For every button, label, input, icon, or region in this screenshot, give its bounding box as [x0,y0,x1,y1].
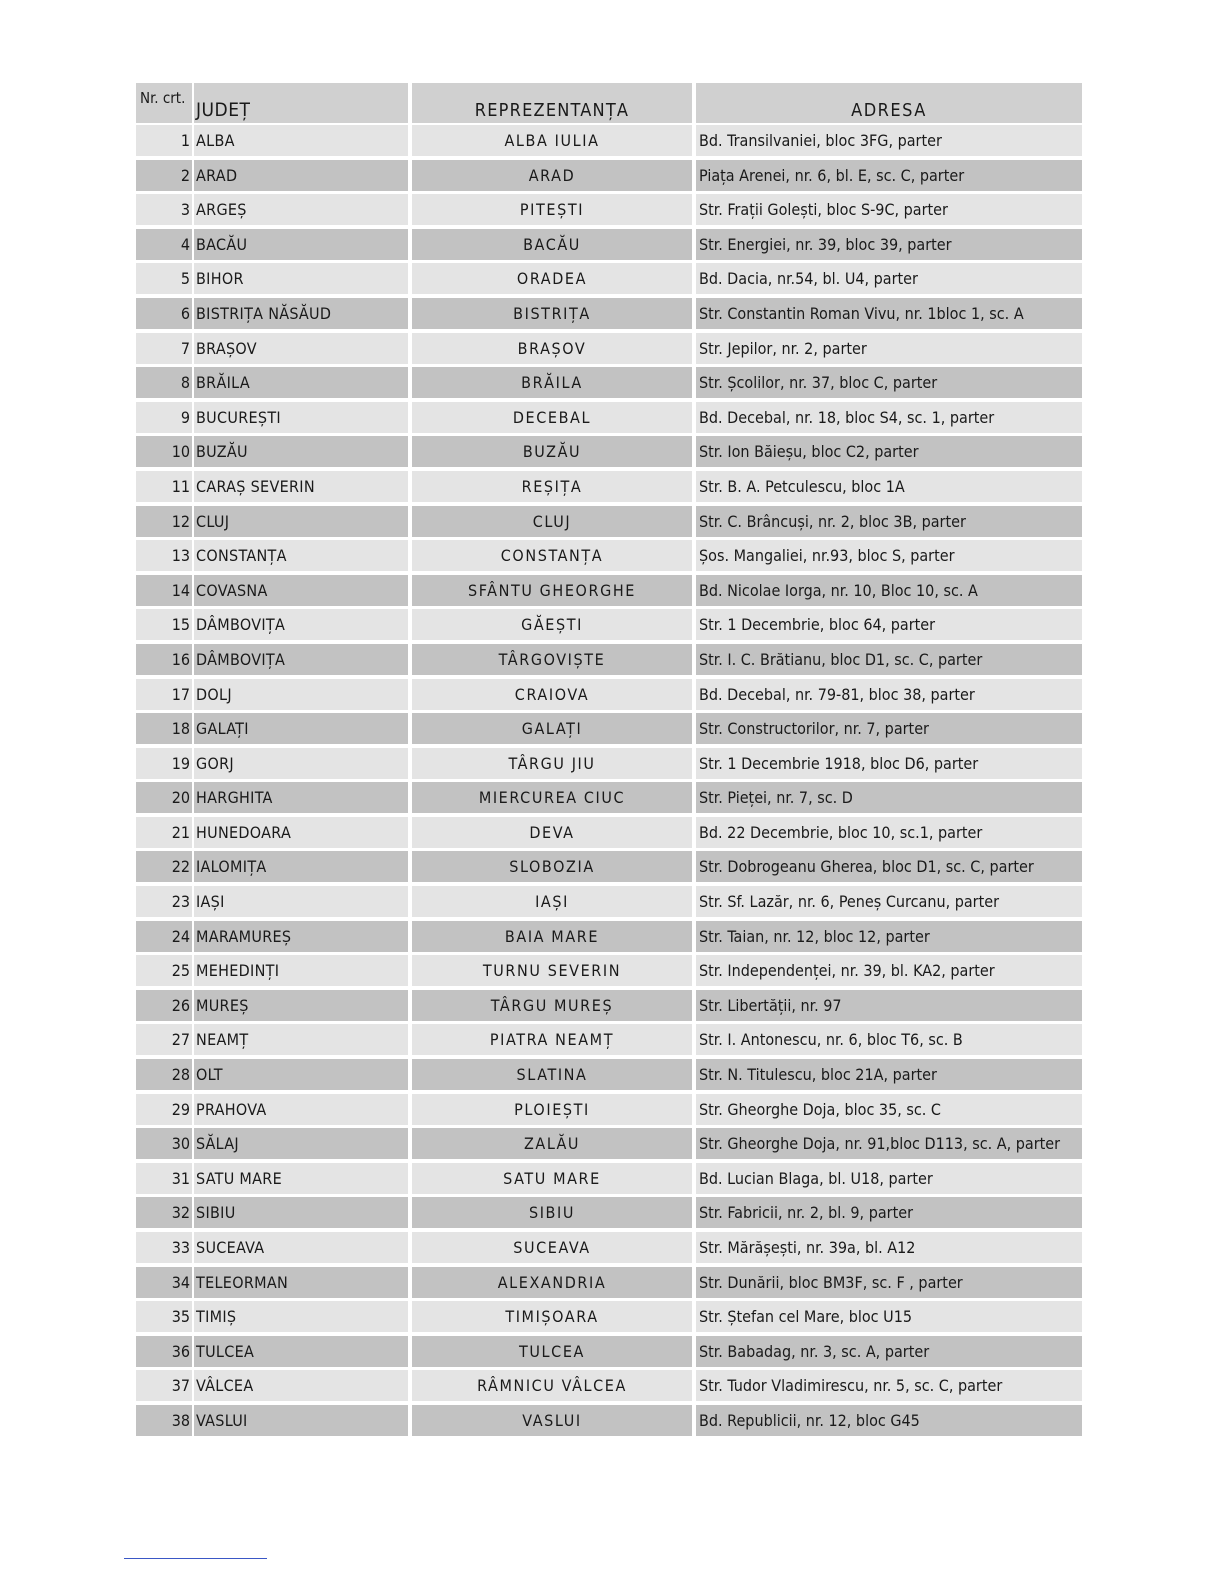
row-adresa: Str. Ion Băieșu, bloc C2, parter [696,436,1082,467]
row-adresa: Bd. 22 Decembrie, bloc 10, sc.1, parter [696,817,1082,848]
row-number: 25 [136,955,192,986]
row-number: 26 [136,990,192,1021]
table-row [136,1128,1082,1163]
row-number: 22 [136,851,192,882]
row-adresa: Str. Dobrogeanu Gherea, bloc D1, sc. C, parter [696,851,1082,882]
row-judet: DOLJ [194,679,408,710]
table-row [136,1163,1082,1198]
row-number: 20 [136,782,192,813]
row-reprezentanta: PLOIEȘTI [412,1094,692,1125]
table-row [136,1405,1082,1440]
table-row [136,644,1082,679]
row-adresa: Șos. Mangaliei, nr.93, bloc S, parter [696,540,1082,571]
table-row [136,1267,1082,1302]
row-reprezentanta: ALBA IULIA [412,125,692,156]
row-reprezentanta: BISTRIȚA [412,298,692,329]
table-row [136,609,1082,644]
row-reprezentanta: TÂRGU JIU [412,748,692,779]
row-number: 30 [136,1128,192,1159]
row-judet: DÂMBOVIȚA [194,609,408,640]
row-number: 7 [136,333,192,364]
row-judet: CARAȘ SEVERIN [194,471,408,502]
row-judet: VÂLCEA [194,1370,408,1401]
row-reprezentanta: RÂMNICU VÂLCEA [412,1370,692,1401]
row-reprezentanta: VASLUI [412,1405,692,1436]
row-judet: TULCEA [194,1336,408,1367]
row-adresa: Bd. Transilvaniei, bloc 3FG, parter [696,125,1082,156]
table-row [136,955,1082,990]
row-adresa: Bd. Nicolae Iorga, nr. 10, Bloc 10, sc. A [696,575,1082,606]
row-adresa: Str. Constantin Roman Vivu, nr. 1bloc 1, sc. A [696,298,1082,329]
row-judet: HARGHITA [194,782,408,813]
row-judet: CONSTANȚA [194,540,408,571]
row-reprezentanta: PITEȘTI [412,194,692,225]
table-row [136,298,1082,333]
row-judet: BRĂILA [194,367,408,398]
row-reprezentanta: MIERCUREA CIUC [412,782,692,813]
row-judet: TIMIȘ [194,1301,408,1332]
table-row [136,1197,1082,1232]
table-row [136,713,1082,748]
row-reprezentanta: TÂRGOVIȘTE [412,644,692,675]
row-reprezentanta: ALEXANDRIA [412,1267,692,1298]
row-number: 13 [136,540,192,571]
row-reprezentanta: REȘIȚA [412,471,692,502]
row-number: 35 [136,1301,192,1332]
row-judet: IAȘI [194,886,408,917]
row-number: 4 [136,229,192,260]
table-row [136,471,1082,506]
row-adresa: Str. Gheorghe Doja, nr. 91,bloc D113, sc. A, parter [696,1128,1082,1159]
row-number: 11 [136,471,192,502]
row-adresa: Str. I. C. Brătianu, bloc D1, sc. C, parter [696,644,1082,675]
row-judet: BACĂU [194,229,408,260]
row-number: 18 [136,713,192,744]
row-adresa: Str. Babadag, nr. 3, sc. A, parter [696,1336,1082,1367]
row-number: 2 [136,160,192,191]
row-reprezentanta: IAȘI [412,886,692,917]
row-adresa: Str. Gheorghe Doja, bloc 35, sc. C [696,1094,1082,1125]
row-number: 36 [136,1336,192,1367]
row-adresa: Str. Energiei, nr. 39, bloc 39, parter [696,229,1082,260]
table-row [136,436,1082,471]
row-judet: ARAD [194,160,408,191]
row-number: 29 [136,1094,192,1125]
row-judet: GALAȚI [194,713,408,744]
row-reprezentanta: SLOBOZIA [412,851,692,882]
row-adresa: Str. Ștefan cel Mare, bloc U15 [696,1301,1082,1332]
row-judet: ALBA [194,125,408,156]
row-adresa: Str. 1 Decembrie 1918, bloc D6, parter [696,748,1082,779]
row-number: 21 [136,817,192,848]
row-reprezentanta: TULCEA [412,1336,692,1367]
row-reprezentanta: SATU MARE [412,1163,692,1194]
table-row [136,782,1082,817]
row-adresa: Str. Fabricii, nr. 2, bl. 9, parter [696,1197,1082,1228]
footnote-separator [124,1558,267,1559]
row-judet: GORJ [194,748,408,779]
row-adresa: Str. C. Brâncuși, nr. 2, bloc 3B, parter [696,506,1082,537]
table-row [136,990,1082,1025]
table-row [136,1370,1082,1405]
table-row [136,679,1082,714]
row-judet: OLT [194,1059,408,1090]
row-number: 33 [136,1232,192,1263]
row-number: 14 [136,575,192,606]
row-judet: BUCUREȘTI [194,402,408,433]
row-adresa: Str. Frații Golești, bloc S-9C, parter [696,194,1082,225]
row-number: 17 [136,679,192,710]
row-judet: BISTRIȚA NĂSĂUD [194,298,408,329]
header-reprezentanta: REPREZENTANȚA [412,83,692,123]
row-judet: SĂLAJ [194,1128,408,1159]
row-reprezentanta: TÂRGU MUREȘ [412,990,692,1021]
table-row [136,748,1082,783]
header-adresa: ADRESA [696,83,1082,123]
row-adresa: Bd. Decebal, nr. 79-81, bloc 38, parter [696,679,1082,710]
row-number: 16 [136,644,192,675]
row-number: 3 [136,194,192,225]
table-row [136,333,1082,368]
row-reprezentanta: SLATINA [412,1059,692,1090]
row-judet: HUNEDOARA [194,817,408,848]
header-nr: Nr. crt. [136,83,192,123]
table-row [136,1059,1082,1094]
row-reprezentanta: DEVA [412,817,692,848]
row-reprezentanta: BACĂU [412,229,692,260]
row-judet: MARAMUREȘ [194,921,408,952]
row-judet: MUREȘ [194,990,408,1021]
table-row [136,817,1082,852]
row-number: 23 [136,886,192,917]
row-number: 8 [136,367,192,398]
representatives-table [136,83,1082,1440]
table-row [136,1301,1082,1336]
row-number: 32 [136,1197,192,1228]
row-judet: ARGEȘ [194,194,408,225]
row-adresa: Str. Jepilor, nr. 2, parter [696,333,1082,364]
row-judet: TELEORMAN [194,1267,408,1298]
table-row [136,194,1082,229]
row-adresa: Str. Pieței, nr. 7, sc. D [696,782,1082,813]
row-judet: BIHOR [194,263,408,294]
row-adresa: Str. Libertății, nr. 97 [696,990,1082,1021]
row-reprezentanta: TURNU SEVERIN [412,955,692,986]
row-reprezentanta: ORADEA [412,263,692,294]
row-judet: MEHEDINȚI [194,955,408,986]
table-row [136,1232,1082,1267]
row-number: 38 [136,1405,192,1436]
header-judet: JUDEȚ [194,83,408,123]
row-judet: COVASNA [194,575,408,606]
row-adresa: Bd. Lucian Blaga, bl. U18, parter [696,1163,1082,1194]
table-row [136,886,1082,921]
row-adresa: Bd. Dacia, nr.54, bl. U4, parter [696,263,1082,294]
row-reprezentanta: CLUJ [412,506,692,537]
row-adresa: Str. 1 Decembrie, bloc 64, parter [696,609,1082,640]
table-row [136,125,1082,160]
row-adresa: Str. Independenței, nr. 39, bl. KA2, parter [696,955,1082,986]
row-judet: SUCEAVA [194,1232,408,1263]
row-judet: CLUJ [194,506,408,537]
row-judet: PRAHOVA [194,1094,408,1125]
row-adresa: Str. Taian, nr. 12, bloc 12, parter [696,921,1082,952]
row-judet: BRAȘOV [194,333,408,364]
table-row [136,160,1082,195]
row-adresa: Str. Dunării, bloc BM3F, sc. F , parter [696,1267,1082,1298]
row-number: 28 [136,1059,192,1090]
row-number: 12 [136,506,192,537]
table-row [136,851,1082,886]
row-reprezentanta: ARAD [412,160,692,191]
table-body [136,125,1082,1440]
row-adresa: Str. Sf. Lazăr, nr. 6, Peneș Curcanu, parter [696,886,1082,917]
row-reprezentanta: CRAIOVA [412,679,692,710]
row-number: 27 [136,1024,192,1055]
row-number: 37 [136,1370,192,1401]
row-reprezentanta: BRAȘOV [412,333,692,364]
table-row [136,506,1082,541]
table-row [136,367,1082,402]
table-row [136,1336,1082,1371]
row-judet: IALOMIȚA [194,851,408,882]
row-reprezentanta: GĂEȘTI [412,609,692,640]
row-number: 6 [136,298,192,329]
table-row [136,1024,1082,1059]
row-reprezentanta: CONSTANȚA [412,540,692,571]
row-judet: NEAMȚ [194,1024,408,1055]
row-adresa: Str. N. Titulescu, bloc 21A, parter [696,1059,1082,1090]
row-adresa: Str. I. Antonescu, nr. 6, bloc T6, sc. B [696,1024,1082,1055]
row-adresa: Str. Constructorilor, nr. 7, parter [696,713,1082,744]
row-judet: SATU MARE [194,1163,408,1194]
row-judet: BUZĂU [194,436,408,467]
row-adresa: Piața Arenei, nr. 6, bl. E, sc. C, parter [696,160,1082,191]
row-reprezentanta: SFÂNTU GHEORGHE [412,575,692,606]
row-adresa: Bd. Decebal, nr. 18, bloc S4, sc. 1, parter [696,402,1082,433]
table-row [136,540,1082,575]
row-adresa: Str. B. A. Petculescu, bloc 1A [696,471,1082,502]
row-reprezentanta: BRĂILA [412,367,692,398]
table-row [136,575,1082,610]
row-reprezentanta: GALAȚI [412,713,692,744]
table-row [136,1094,1082,1129]
row-reprezentanta: BAIA MARE [412,921,692,952]
row-judet: VASLUI [194,1405,408,1436]
row-number: 24 [136,921,192,952]
table-row [136,402,1082,437]
row-reprezentanta: ZALĂU [412,1128,692,1159]
row-adresa: Str. Mărășești, nr. 39a, bl. A12 [696,1232,1082,1263]
row-reprezentanta: BUZĂU [412,436,692,467]
row-adresa: Bd. Republicii, nr. 12, bloc G45 [696,1405,1082,1436]
row-number: 34 [136,1267,192,1298]
row-judet: DÂMBOVIȚA [194,644,408,675]
row-reprezentanta: SIBIU [412,1197,692,1228]
table-row [136,921,1082,956]
row-reprezentanta: TIMIȘOARA [412,1301,692,1332]
row-adresa: Str. Școlilor, nr. 37, bloc C, parter [696,367,1082,398]
row-number: 9 [136,402,192,433]
row-number: 5 [136,263,192,294]
row-reprezentanta: PIATRA NEAMȚ [412,1024,692,1055]
row-number: 19 [136,748,192,779]
row-reprezentanta: SUCEAVA [412,1232,692,1263]
row-reprezentanta: DECEBAL [412,402,692,433]
row-number: 31 [136,1163,192,1194]
row-adresa: Str. Tudor Vladimirescu, nr. 5, sc. C, parter [696,1370,1082,1401]
row-judet: SIBIU [194,1197,408,1228]
table-row [136,263,1082,298]
row-number: 10 [136,436,192,467]
row-number: 1 [136,125,192,156]
table-header-row [136,83,1082,123]
table-row [136,229,1082,264]
row-number: 15 [136,609,192,640]
